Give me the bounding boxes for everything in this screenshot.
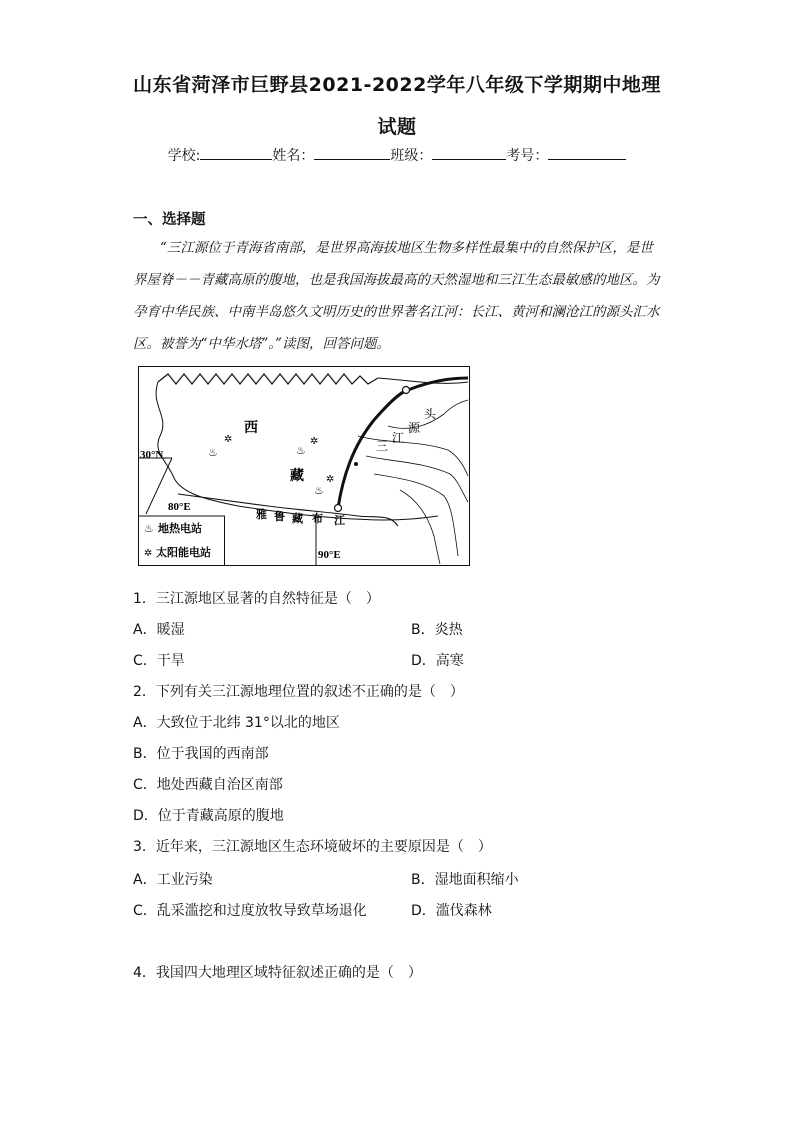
map-label-jiang: 江 [392, 431, 405, 445]
solar-station-icon: ✲ [224, 434, 233, 445]
q2-option-c[interactable]: C．地处西藏自治区南部 [133, 777, 283, 793]
yarlung-char: 江 [334, 514, 345, 527]
legend-solar-label: 太阳能电站 [156, 546, 211, 559]
q2-option-a[interactable]: A．大致位于北纬 31°以北的地区 [133, 715, 340, 731]
q1-option-b[interactable]: B．炎热 [411, 622, 463, 638]
reading-passage: “三江源位于青海省南部，是世界高海拔地区生物多样性最集中的自然保护区，是世界屋脊－－青藏高原的腹地，也是我国海拔最高的天然湿地和三江生态最敏感的地区。为孕育中华民族、中南半岛悠久文明历史的世界著名江河：长江、黄河和澜沧江的源头汇水区。被誉为“中华水塔”。”读图，回答问题。 [133, 240, 660, 352]
number-blank [548, 145, 626, 160]
city-marker [335, 505, 342, 512]
q3-option-b[interactable]: B．湿地面积缩小 [411, 872, 519, 888]
solar-station-icon: ✲ [326, 474, 335, 485]
geothermal-station-icon: ♨ [314, 484, 324, 497]
question-2: 2．下列有关三江源地理位置的叙述不正确的是（ ） [133, 684, 464, 700]
name-label: 姓名： [272, 148, 315, 164]
legend-solar-icon: ✲ [144, 548, 153, 559]
yarlung-char: 鲁 [274, 510, 285, 523]
lon80-label: 80°E [168, 501, 191, 513]
lat30-label: 30°N [140, 449, 164, 461]
map-label-san: 三 [376, 439, 389, 453]
map-label-yuan: 源 [408, 421, 421, 435]
q1-option-d[interactable]: D．高寒 [411, 653, 464, 669]
geothermal-station-icon: ♨ [208, 446, 218, 459]
city-marker [403, 387, 410, 394]
lon90-label: 90°E [318, 549, 341, 561]
legend-geothermal-icon: ♨ [144, 522, 154, 535]
yarlung-char: 藏 [292, 512, 303, 525]
q3-option-c[interactable]: C．乱采滥挖和过度放牧导致草场退化 [133, 903, 367, 919]
map-label-zang: 藏 [290, 468, 304, 484]
geothermal-station-icon: ♨ [296, 444, 306, 457]
exam-title-line1: 山东省菏泽市巨野县2021-2022学年八年级下学期期中地理 [133, 74, 661, 96]
city-marker [354, 462, 358, 466]
section-heading: 一、选择题 [133, 212, 206, 228]
q2-option-b[interactable]: B．位于我国的西南部 [133, 746, 269, 762]
q1-option-a[interactable]: A．暖湿 [133, 622, 185, 638]
yarlung-char: 雅 [256, 508, 267, 521]
question-4: 4．我国四大地理区域特征叙述正确的是（ ） [133, 965, 422, 981]
q3-option-a[interactable]: A．工业污染 [133, 872, 213, 888]
school-blank [200, 145, 272, 160]
exam-title-line2: 试题 [377, 116, 417, 138]
class-blank [432, 145, 506, 160]
question-1: 1．三江源地区显著的自然特征是（ ） [133, 591, 380, 607]
legend-geothermal-label: 地热电站 [158, 522, 202, 535]
tibet-map-figure [138, 366, 470, 566]
q3-option-d[interactable]: D．滥伐森林 [411, 903, 492, 919]
school-label: 学校: [167, 148, 201, 164]
student-info-row [0, 145, 794, 165]
yarlung-char: 布 [312, 512, 323, 525]
question-3: 3．近年来，三江源地区生态环境破坏的主要原因是（ ） [133, 839, 492, 855]
number-label: 考号： [506, 148, 549, 164]
map-label-tou: 头 [424, 407, 437, 421]
q2-option-d[interactable]: D．位于青藏高原的腹地 [133, 808, 284, 824]
map-label-xi: 西 [244, 420, 258, 436]
solar-station-icon: ✲ [310, 436, 319, 447]
class-label: 班级： [390, 148, 433, 164]
q1-option-c[interactable]: C．干旱 [133, 653, 185, 669]
name-blank [314, 145, 390, 160]
